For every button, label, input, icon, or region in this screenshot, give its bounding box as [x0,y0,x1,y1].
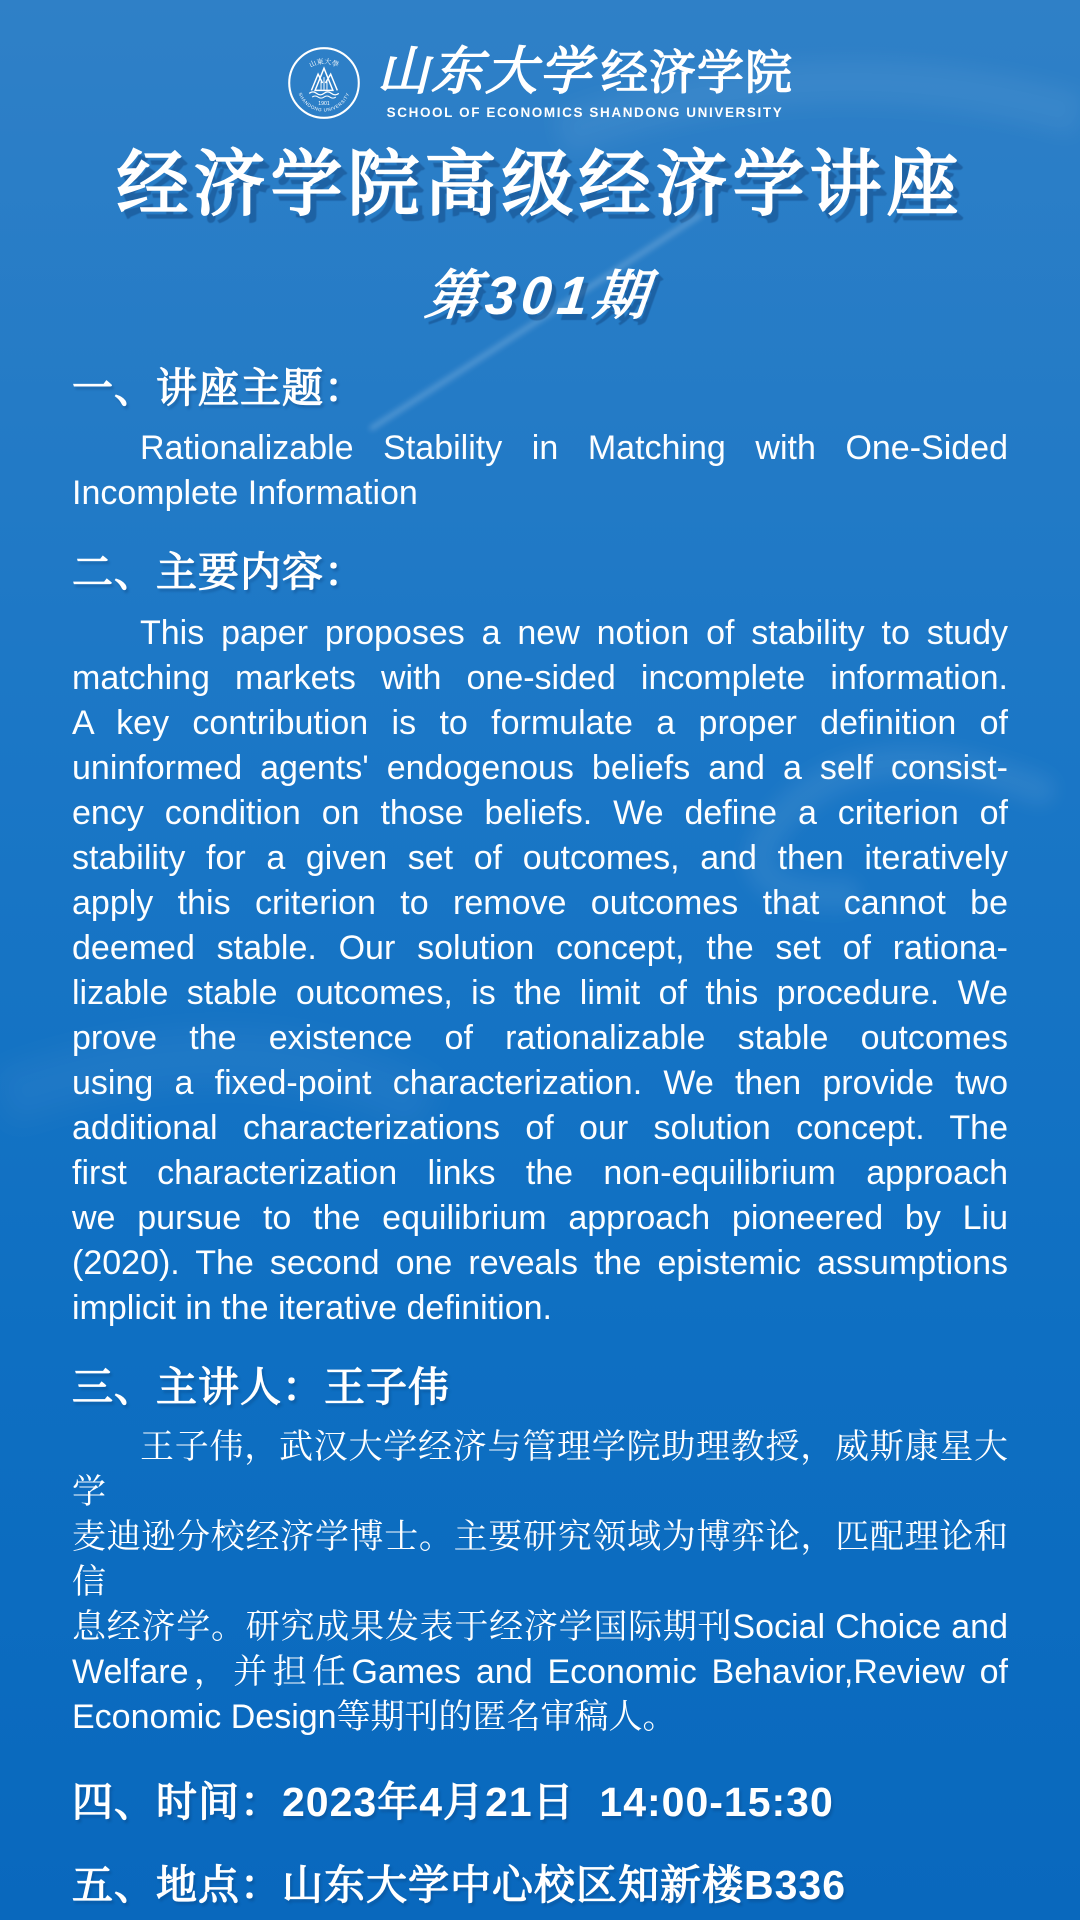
section-heading: 一、讲座主题： [72,365,366,412]
university-logo [0,0,1080,120]
section-text-line: we pursue to the equilibrium approach pioneered by Liu [72,1198,1008,1237]
section-text-line: apply this criterion to remove outcomes that cannot be [72,883,1008,922]
section-text-line: uninformed agents' endogenous beliefs and a self consist- [72,748,1008,787]
section-body [72,426,1008,516]
section-text-line: 息经济学。研究成果发表于经济学国际期刊Social Choice and [72,1608,1008,1647]
poster-section [72,1859,1008,1912]
section-heading: 四、时间：2023年4月21日 14:00-15:30 [72,1779,834,1826]
university-wordmark [376,43,793,120]
section-text-line: deemed stable. Our solution concept, the set of rationa- [72,928,1008,967]
sections-container [0,362,1080,1912]
section-text-line: stability for a given set of outcomes, and then iteratively [72,838,1008,877]
section-text-line: (2020). The second one reveals the epistemic assumptions [72,1243,1008,1282]
section-text-line: first characterization links the non-equilibrium approach [72,1153,1008,1192]
poster-title: 经济学院高级经济学讲座 [116,145,964,225]
section-text-line: Economic Design等期刊的匿名审稿人。 [72,1698,677,1737]
seal-bottom-text: SHANDONG UNIVERSITY [297,91,351,113]
issue-number: 第301期 [422,266,657,327]
section-body [72,611,1008,1331]
poster-section [72,362,1008,516]
section-text-line: Welfare，并担任Games and Economic Behavior,Review of [72,1653,1008,1692]
section-text-line: 王子伟，武汉大学经济与管理学院助理教授，威斯康星大学 [72,1428,1008,1512]
poster-section [72,1776,1008,1829]
section-text-line: This paper proposes a new notion of stability to study [140,613,1008,652]
poster-section [72,1361,1008,1740]
section-heading: 五、地点：山东大学中心校区知新楼B336 [72,1862,847,1909]
section-text-line: implicit in the iterative definition. [72,1288,553,1327]
seal-top-text: 山東大學 [308,58,340,70]
section-heading: 三、主讲人：王子伟 [72,1363,450,1410]
section-text-line: lizable stable outcomes, is the limit of this procedure. We [72,973,1008,1012]
section-text-line: Rationalizable Stability in Matching with One-Sided [140,429,1008,468]
section-text-line: Incomplete Information [72,474,418,513]
section-text-line: using a fixed-point characterization. We then provide two [72,1063,1008,1102]
section-text-line: matching markets with one-sided incomplete information. [72,658,1008,697]
section-text-line: 麦迪逊分校经济学博士。主要研究领域为博弈论，匹配理论和信 [72,1518,1008,1602]
section-text-line: additional characterizations of our solution concept. The [72,1108,1008,1147]
wordmark-college-name: 经济学院 [601,46,793,99]
section-heading: 二、主要内容： [72,549,366,596]
wordmark-english: SCHOOL OF ECONOMICS SHANDONG UNIVERSITY [386,105,784,120]
seal-year: 1901 [318,101,330,108]
section-text-line: ency condition on those beliefs. We define a criterion of [72,793,1008,832]
section-text-line: prove the existence of rationalizable stable outcomes [72,1018,1008,1057]
section-text-line: A key contribution is to formulate a proper definition of [72,703,1008,742]
poster-section [72,546,1008,1330]
section-body [72,1425,1008,1740]
wordmark-university-name: 山东大学 [376,43,593,101]
university-seal-icon [287,46,361,120]
